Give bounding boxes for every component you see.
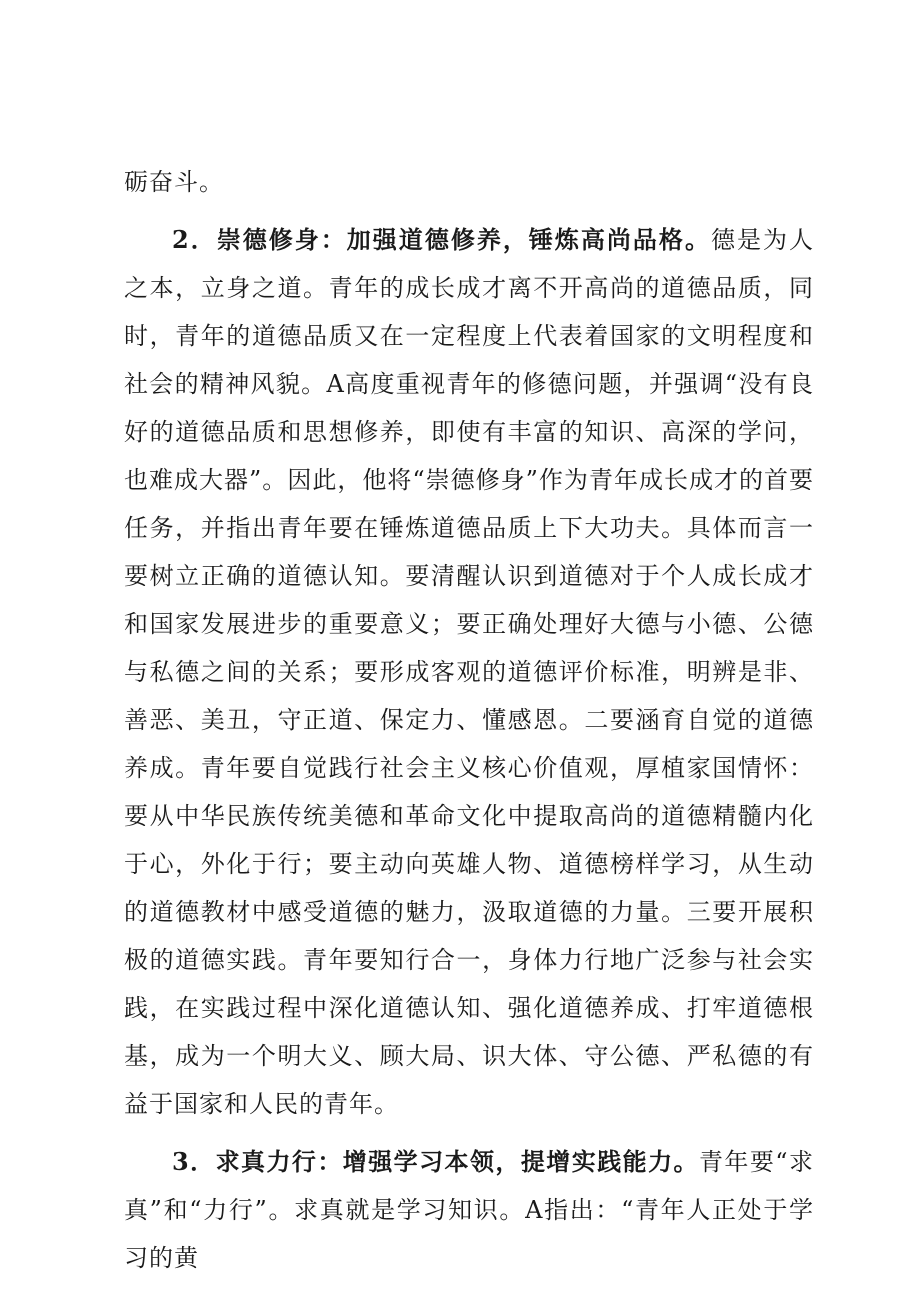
section-heading: 3．求真力行：增强学习本领，提增实践能力。 — [172, 1147, 699, 1176]
paragraph-text: 青年要“求真”和“力行”。求真就是学习知识。A指出：“青年人正处于学习的黄 — [124, 1148, 814, 1272]
paragraph-text: 砺奋斗。 — [124, 168, 224, 196]
paragraph-section-3 — [124, 1138, 814, 1282]
paragraph-text: 德是为人之本，立身之道。青年的成长成才离不开高尚的道德品质，同时，青年的道德品质又在一定程度上代表着国家的文明程度和社会的精神风貌。A高度重视青年的修德问题，并强调“没有良好的道德品质和思想修养，即使有丰富的知识、高深的学问，也难成大器”。因此，他将“崇德修身”作为青年成长成才的首要任务，并指出青年要在锤炼道德品质上下大功夫。具体而言一要树立正确的道德认知。要清醒认识到道德对于个人成长成才和国家发展进步的重要意义；要正确处理好大德与小德、公德与私德之间的关系；要形成客观的道德评价标准，明辨是非、善恶、美丑，守正道、保定力、懂感恩。二要涵育自觉的道德养成。青年要自觉践行社会主义核心价值观，厚植家国情怀：要从中华民族传统美德和革命文化中提取高尚的道德精髓内化于心，外化于行；要主动向英雄人物、道德榜样学习，从生动的道德教材中感受道德的魅力，汲取道德的力量。三要开展积极的道德实践。青年要知行合一，身体力行地广泛参与社会实践，在实践过程中深化道德认知、强化道德养成、打牢道德根基，成为一个明大义、顾大局、识大体、守公德、严私德的有益于国家和人民的青年。 — [124, 226, 815, 1118]
section-heading: 2．崇德修身：加强道德修养，锤炼高尚品格。 — [172, 225, 711, 254]
paragraph-continuation — [124, 158, 814, 206]
document-body — [124, 158, 814, 1292]
paragraph-section-2 — [124, 216, 814, 1128]
